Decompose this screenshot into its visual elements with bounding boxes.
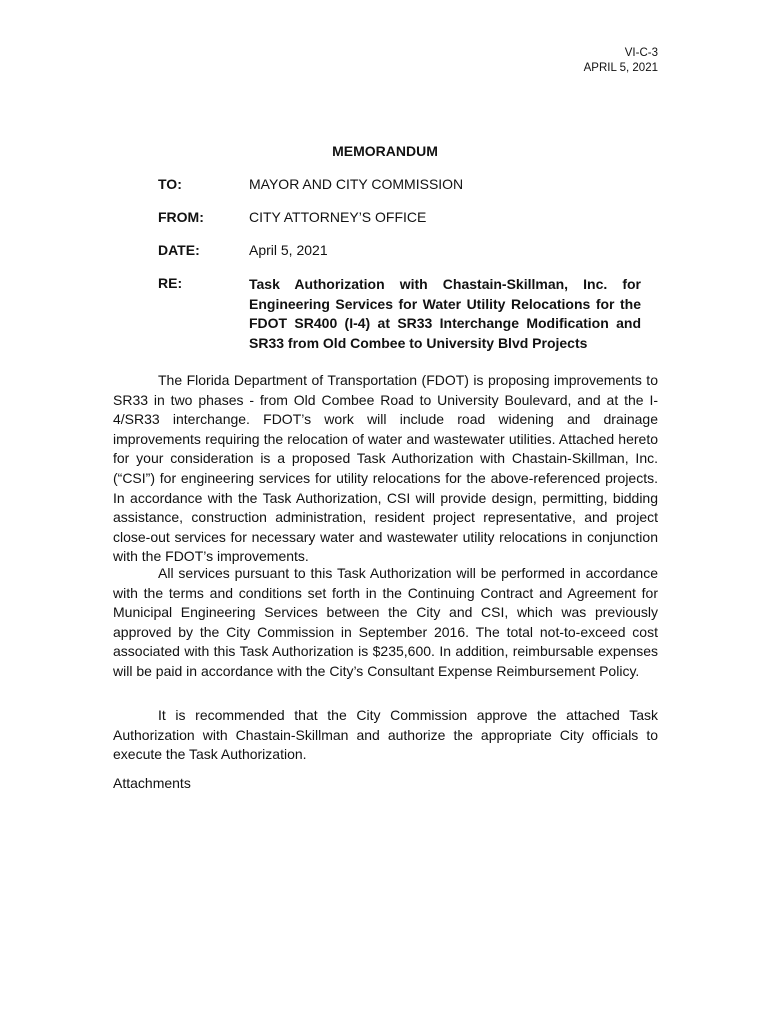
memo-title: MEMORANDUM [332, 143, 438, 159]
body-paragraph-1: The Florida Department of Transportation (FDOT) is proposing improvements to SR33 in two phases - from Old Combee Road to University Boulevard, and at the I-4/SR33 interchange. FDOT’s work will include road widening and drainage improvements requiring the relocation of water and wastewater utilities. Attached hereto for your consideration is a proposed Task Authorization with Chastain-Skillman, Inc. (“CSI”) for engineering services for utility relocations for the above-referenced projects. In accordance with the Task Authorization, CSI will provide design, permitting, bidding assistance, construction administration, resident project representative, and project close-out services for necessary water and wastewater utility relocations in conjunction with the FDOT’s improvements. [113, 372, 658, 565]
from-label: FROM: [158, 209, 204, 225]
body-paragraph-2: All services pursuant to this Task Authorization will be performed in accordance with the terms and conditions set forth in the Continuing Contract and Agreement for Municipal Engineering Services between the City and CSI, which was previously approved by the City Commission in September 2016. The total not-to-exceed cost associated with this Task Authorization is $235,600. In addition, reimbursable expenses will be paid in accordance with the City’s Consultant Expense Reimbursement Policy. [113, 565, 658, 679]
date-label: DATE: [158, 242, 200, 258]
from-value: CITY ATTORNEY’S OFFICE [249, 209, 427, 225]
attachments-label: Attachments [113, 775, 191, 791]
to-value: MAYOR AND CITY COMMISSION [249, 176, 464, 192]
document-reference [584, 46, 658, 76]
body-paragraph-3: It is recommended that the City Commission approve the attached Task Authorization with Chastain-Skillman and authorize the appropriate City officials to execute the Task Authorization. [113, 707, 658, 763]
re-label: RE: [158, 275, 183, 291]
date-value: April 5, 2021 [249, 242, 328, 258]
re-subject: Task Authorization with Chastain-Skillman, Inc. for Engineering Services for Water Utility Relocations for the FDOT SR400 (I-4) at SR33 Interchange Modification and SR33 from Old Combee to University Blvd Projects [249, 276, 641, 351]
to-label: TO: [158, 176, 182, 192]
reference-number: VI-C-3 [624, 47, 658, 59]
reference-date: APRIL 5, 2021 [583, 62, 658, 74]
